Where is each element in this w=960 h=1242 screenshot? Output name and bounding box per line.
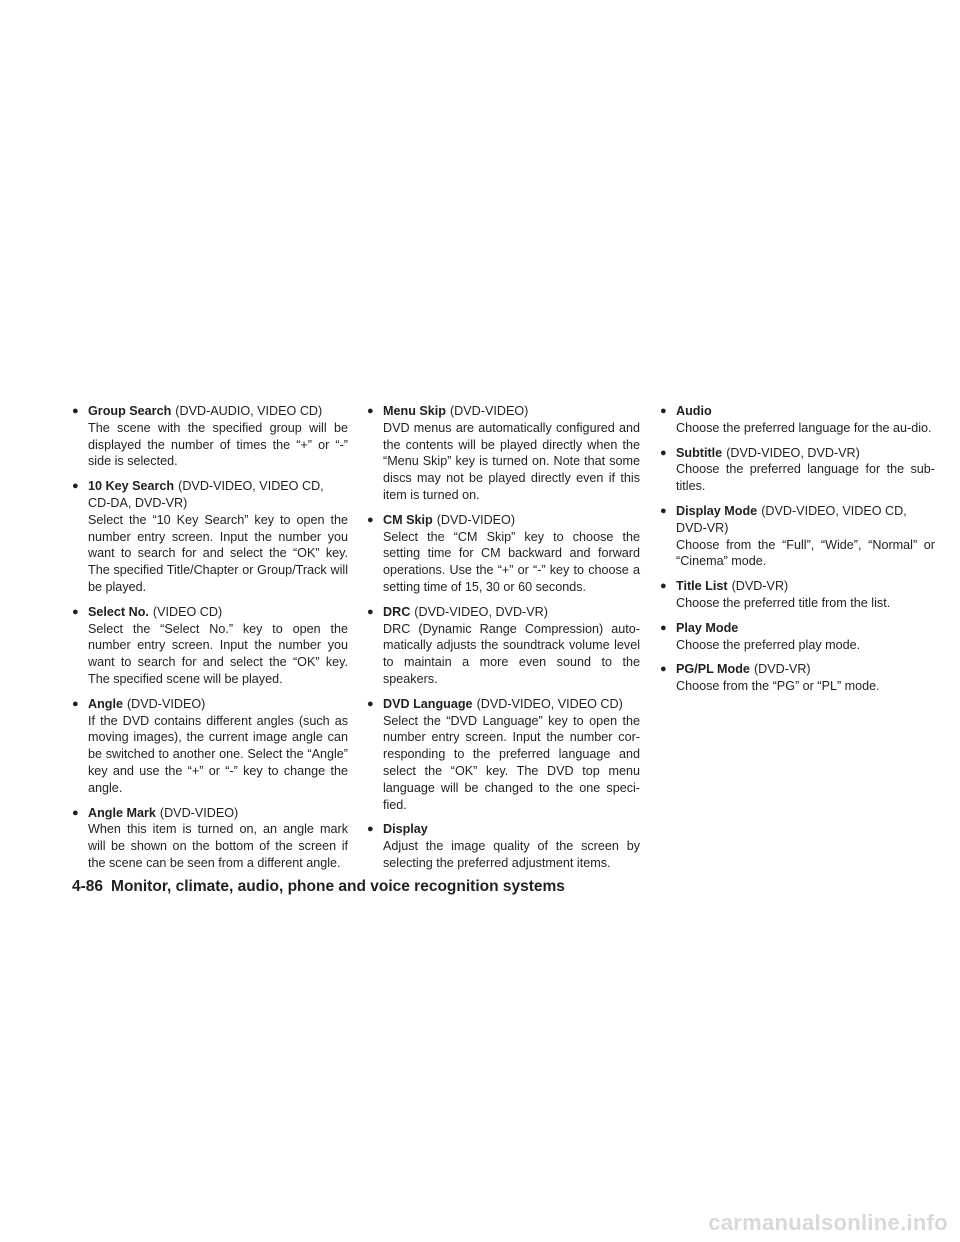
option-scope: (DVD-VIDEO, DVD-VR)	[414, 604, 548, 619]
bullet-icon: ●	[660, 504, 667, 517]
option-title: Title List	[676, 579, 728, 594]
column-1	[72, 403, 348, 880]
option-heading	[72, 478, 348, 512]
option-description: Select the “10 Key Search” key to open the number entry screen. Input the number you want to search for and select the “OK” key. The specified Title/Chapter or Group/Track will be played.	[88, 512, 348, 594]
page-footer	[72, 878, 565, 896]
option-heading	[367, 604, 640, 621]
option-scope: (DVD-VIDEO)	[436, 512, 516, 527]
bullet-icon: ●	[367, 823, 374, 836]
option-description: Choose the preferred language for the au-dio.	[676, 420, 932, 435]
option-title: Group Search	[88, 404, 172, 418]
bullet-icon: ●	[367, 605, 374, 618]
bullet-icon: ●	[72, 605, 79, 618]
option-title: 10 Key Search	[88, 479, 175, 494]
option-title: Angle Mark	[88, 805, 156, 820]
bullet-icon: ●	[72, 405, 79, 417]
column-3	[660, 403, 935, 703]
option-heading	[72, 403, 348, 420]
option-heading	[660, 403, 935, 420]
option-title: Display	[383, 822, 428, 837]
menu-option-item	[72, 403, 348, 470]
option-scope: (DVD-VR)	[731, 579, 789, 594]
menu-option-item	[72, 478, 348, 596]
menu-option-item	[660, 661, 935, 695]
bullet-icon: ●	[367, 697, 374, 710]
option-heading	[367, 696, 640, 713]
option-scope: (DVD-VR)	[753, 662, 811, 677]
column-2	[367, 403, 640, 880]
menu-option-item	[660, 578, 935, 612]
bullet-icon: ●	[367, 513, 374, 526]
option-scope: (DVD-VIDEO)	[159, 805, 239, 820]
bullet-icon: ●	[367, 405, 374, 417]
menu-option-item	[660, 503, 935, 570]
option-scope: (DVD-VIDEO)	[449, 404, 529, 418]
option-description: When this item is turned on, an angle mark will be shown on the bottom of the screen if the scene can be seen from a different angle.	[88, 822, 348, 870]
option-description: DVD menus are automatically configured and the contents will be played directly when the “Menu Skip” key is turned on. Note that some discs may not be played directly even if this item is turned on.	[383, 420, 640, 502]
option-heading	[367, 512, 640, 529]
menu-option-item	[660, 445, 935, 495]
option-heading	[660, 503, 935, 537]
option-title: Menu Skip	[383, 404, 446, 418]
option-scope: (DVD-VIDEO, VIDEO CD)	[476, 696, 623, 711]
menu-option-item	[72, 696, 348, 797]
option-scope: (VIDEO CD)	[152, 604, 223, 619]
watermark: carmanualsonline.info	[708, 1210, 948, 1235]
option-title: CM Skip	[383, 512, 433, 527]
menu-option-item	[367, 512, 640, 596]
option-heading	[660, 620, 935, 637]
menu-option-item	[367, 604, 640, 688]
menu-option-item	[367, 821, 640, 871]
option-heading	[72, 604, 348, 621]
bullet-icon: ●	[660, 580, 667, 593]
option-title: DRC	[383, 604, 411, 619]
option-title: Audio	[676, 404, 712, 418]
option-description: Choose from the “PG” or “PL” mode.	[676, 679, 880, 694]
menu-option-item	[367, 696, 640, 814]
bullet-icon: ●	[72, 806, 79, 819]
option-description: The scene with the specified group will be displayed the number of times the “+” or “-” side is selected.	[88, 420, 348, 469]
menu-option-item	[72, 805, 348, 872]
option-description: If the DVD contains different angles (such as moving images), the current image angle can be switched to another one. Select the “Angle” key and use the “+” or “-” key to change the angle.	[88, 713, 348, 795]
bullet-icon: ●	[660, 663, 667, 676]
option-description: Adjust the image quality of the screen by selecting the preferred adjustment items.	[383, 839, 640, 870]
option-scope: (DVD-VIDEO, VIDEO CD, CD-DA, DVD-VR)	[88, 479, 324, 510]
option-heading	[660, 578, 935, 595]
option-title: Display Mode	[676, 503, 758, 518]
option-description: DRC (Dynamic Range Compression) auto-matically adjusts the soundtrack volume level to maintain a more even sound to the speakers.	[383, 621, 640, 686]
option-title: PG/PL Mode	[676, 662, 750, 677]
page-number: 4-86	[72, 878, 104, 895]
bullet-icon: ●	[72, 697, 79, 710]
option-description: Select the “CM Skip” key to choose the setting time for CM backward and forward operations. Use the “+” or “-” key to choose a setting time of 15, 30 or 60 seconds.	[383, 529, 640, 594]
option-title: Play Mode	[676, 620, 739, 635]
section-title: Monitor, climate, audio, phone and voice recognition systems	[111, 878, 565, 895]
option-title: DVD Language	[383, 696, 473, 711]
option-heading	[660, 445, 935, 462]
option-title: Subtitle	[676, 445, 723, 460]
option-scope: (DVD-VIDEO, VIDEO CD, DVD-VR)	[676, 503, 907, 535]
menu-option-item	[367, 403, 640, 504]
option-description: Select the “DVD Language” key to open the number entry screen. Input the number cor-responding to the preferred language and select the “OK” key. The DVD top menu language will be changed to the one speci-fied.	[383, 713, 640, 812]
bullet-icon: ●	[72, 480, 79, 493]
option-description: Choose the preferred title from the list.	[676, 595, 891, 610]
option-title: Select No.	[88, 604, 149, 619]
option-scope: (DVD-AUDIO, VIDEO CD)	[175, 404, 323, 418]
menu-option-item	[72, 604, 348, 688]
option-scope: (DVD-VIDEO, DVD-VR)	[726, 445, 860, 460]
bullet-icon: ●	[660, 405, 667, 417]
option-description: Choose the preferred play mode.	[676, 637, 861, 652]
menu-option-item	[660, 403, 935, 437]
option-heading	[367, 821, 640, 838]
menu-option-item	[660, 620, 935, 654]
option-heading	[72, 805, 348, 822]
option-description: Select the “Select No.” key to open the number entry screen. Input the number you want to search for and select the “OK” key. The specified scene will be played.	[88, 621, 348, 686]
option-heading	[72, 696, 348, 713]
option-scope: (DVD-VIDEO)	[126, 696, 206, 711]
bullet-icon: ●	[660, 446, 667, 459]
option-title: Angle	[88, 696, 123, 711]
option-description: Choose from the “Full”, “Wide”, “Normal” or “Cinema” mode.	[676, 537, 935, 569]
option-heading	[367, 403, 640, 420]
bullet-icon: ●	[660, 621, 667, 634]
option-description: Choose the preferred language for the sub-titles.	[676, 462, 935, 494]
option-heading	[660, 661, 935, 678]
